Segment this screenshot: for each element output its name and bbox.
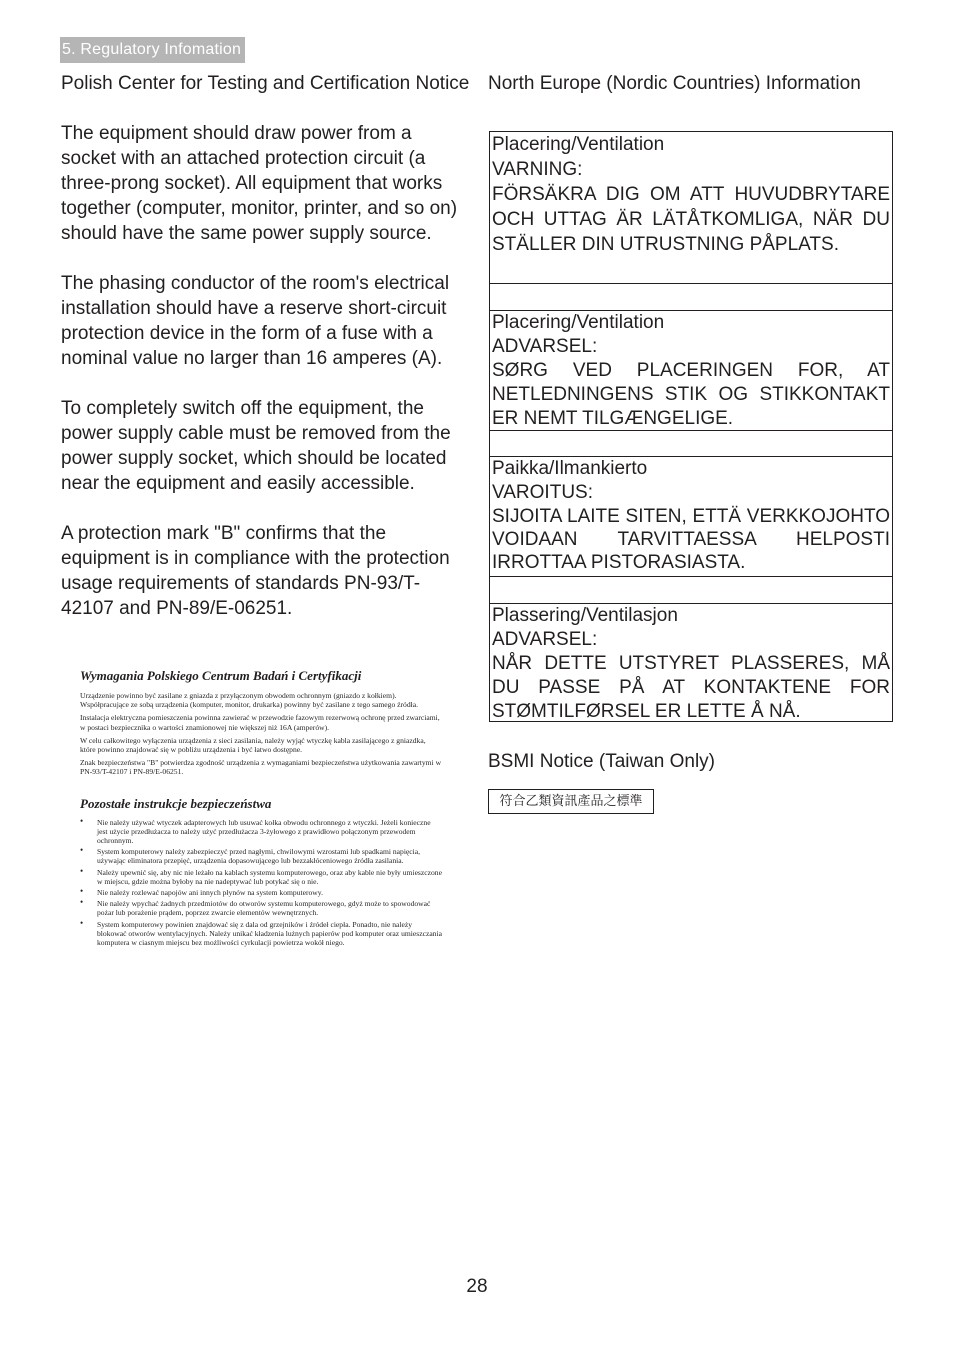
bullet-icon: • (80, 886, 84, 897)
nordic-block-finland (490, 457, 892, 576)
polish-scanned-notice (80, 668, 442, 949)
polish-paragraph-3: To completely switch off the equipment, the power supply cable must be removed from the power supply socket, which should be located near the equipment and easily accessible. (61, 398, 451, 494)
polish-paragraph-1: The equipment should draw power from a socket with an attached protection circuit (a three-prong socket). All equipment that works together (computer, monitor, printer, and so on) should have the same power supply source. (61, 123, 458, 244)
table-divider (490, 430, 892, 457)
polish-notice-heading: Polish Center for Testing and Certification Notice (61, 73, 470, 94)
scan-paragraph-3: W celu całkowitego wyłączenia urządzenia z sieci zasilania, należy wyjąć wtyczkę kabla zasilającego z gniazdka, które powinno znajdować się w pobliżu urządzenia i być łatwo dostępne. (80, 735, 426, 755)
nordic-warnings-table (489, 131, 893, 722)
block-text: SIJOITA LAITE SITEN, ETTÄ VERKKOJOHTO VOIDAAN TARVITTAESSA HELPOSTI IRROTTAA PISTORASIASTA. (492, 506, 890, 573)
scan-bullet-item: • Nie należy używać wtyczek adapterowych lub usuwać kołka obwodu ochronnego z wtyczki. Jeżeli konieczne jest użycie przedłużacza to należy użyć przedłużacza 3-żyłowego z prawidłowo połączonym przewodem ochronnym. (80, 815, 431, 846)
block-title: Placering/Ventilation (492, 312, 665, 333)
block-label: VAROITUS: (492, 482, 593, 503)
scan-paragraph-4: Znak bezpieczeństwa "B" potwierdza zgodność urządzenia z wymaganiami bezpieczeństwa użytkowania zawartymi w PN-93/T-42107 i PN-89/E-06251. (80, 758, 442, 777)
scan-subtitle: Pozostałe instrukcje bezpieczeństwa (80, 795, 272, 811)
polish-notice-section (61, 71, 471, 621)
scan-bullet-list (80, 815, 442, 948)
block-title: Placering/Ventilation (492, 134, 665, 155)
page-number: 28 (466, 1276, 488, 1297)
table-divider (490, 283, 892, 311)
block-title: Plassering/Ventilasjon (492, 605, 678, 626)
table-divider (490, 576, 892, 604)
block-label: ADVARSEL: (492, 629, 598, 650)
scan-bullet-item: • System komputerowy należy zabezpieczyć przed nagłymi, chwilowymi wzrostami lub spadkami napięcia, używając eliminatora przepięć, urządzenia dopasowującego lub bezzakłóceniowego źródła zasilania. (80, 845, 421, 866)
scan-title: Wymagania Polskiego Centrum Badań i Certyfikacji (80, 668, 362, 683)
scan-paragraph-1: Urządzenie powinno być zasilane z gniazda z przyłączonym obwodem ochronnym (gniazdo z kołkiem). Współpracujące ze sobą urządzenia (komputer, monitor, drukarka) powinny być zasilane z tego samego źródła. (80, 691, 419, 710)
block-text: NÅR DETTE UTSTYRET PLASSERES, MÅ DU PASSE PÅ AT KONTAKTENE FOR STØMTILFØRSEL ER LETTE Å NÅ. (492, 653, 890, 722)
section-tab: 5. Regulatory Infomation (60, 37, 245, 63)
scan-bullet-item: • Nie należy rozlewać napojów ani innych płynów na system komputerowy. (80, 886, 323, 898)
nordic-block-denmark (490, 311, 892, 430)
scan-paragraph-2: Instalacja elektryczna pomieszczenia powinna zawierać w przewodzie fazowym rezerwową ochronę przed zwarciami, w postaci bezpiecznika o wartości znamionowej nie większej niż 16A (amperów). (80, 713, 440, 732)
block-text: SØRG VED PLACERINGEN FOR, AT NETLEDNINGENS STIK OG STIKKONTAKT ER NEMT TILGÆNGELIGE. (492, 360, 890, 429)
nordic-section (488, 71, 898, 96)
bullet-icon: • (80, 865, 84, 876)
nordic-block-norway (490, 604, 892, 721)
block-title: Paikka/Ilmankierto (492, 458, 648, 479)
bullet-icon: • (80, 845, 84, 856)
nordic-heading: North Europe (Nordic Countries) Information (488, 73, 861, 94)
block-text: FÖRSÄKRA DIG OM ATT HUVUDBRYTARE OCH UTTAG ÄR LÄTÅTKOMLIGA, NÄR DU STÄLLER DIN UTRUSTNING PÅPLATS. (492, 184, 890, 255)
bullet-icon: • (80, 815, 84, 826)
block-label: ADVARSEL: (492, 336, 598, 357)
bullet-icon: • (80, 897, 84, 908)
bsmi-heading: BSMI Notice (Taiwan Only) (488, 751, 716, 772)
bsmi-mark: 符合乙類資訊產品之標準 (488, 789, 654, 814)
block-label: VARNING: (492, 159, 583, 180)
scan-bullet-item: • Nie należy wpychać żadnych przedmiotów do otworów systemu komputerowego, gdyż może to spowodować pożar lub porażenie prądem, poprzez zwarcie elementów wewnętrznych. (80, 897, 431, 918)
scan-bullet-item: • Należy upewnić się, aby nic nie leżało na kablach systemu komputerowego, oraz aby kable nie były umieszczone w miejscu, gdzie można byłoby na nie nadeptywać lub potykać się o nie. (80, 865, 442, 886)
scan-bullet-item: • System komputerowy powinien znajdować się z dala od grzejników i źródeł ciepła. Ponadto, nie należy blokować otworów wentylacyjnych. Należy unikać kładzenia lużnych papierów pod komputer oraz umieszczania komputera w ciasnym miejscu bez możliwości cyrkulacji powietrza wokół niego. (80, 917, 442, 948)
polish-paragraph-2: The phasing conductor of the room's electrical installation should have a reserve short-circuit protection device in the form of a fuse with a nominal value no larger than 16 amperes (A). (61, 273, 450, 369)
polish-paragraph-4: A protection mark "B" confirms that the equipment is in compliance with the protection usage requirements of standards PN-93/T-42107 and PN-89/E-06251. (61, 523, 450, 619)
bullet-icon: • (80, 917, 84, 928)
nordic-block-sweden (490, 132, 892, 283)
